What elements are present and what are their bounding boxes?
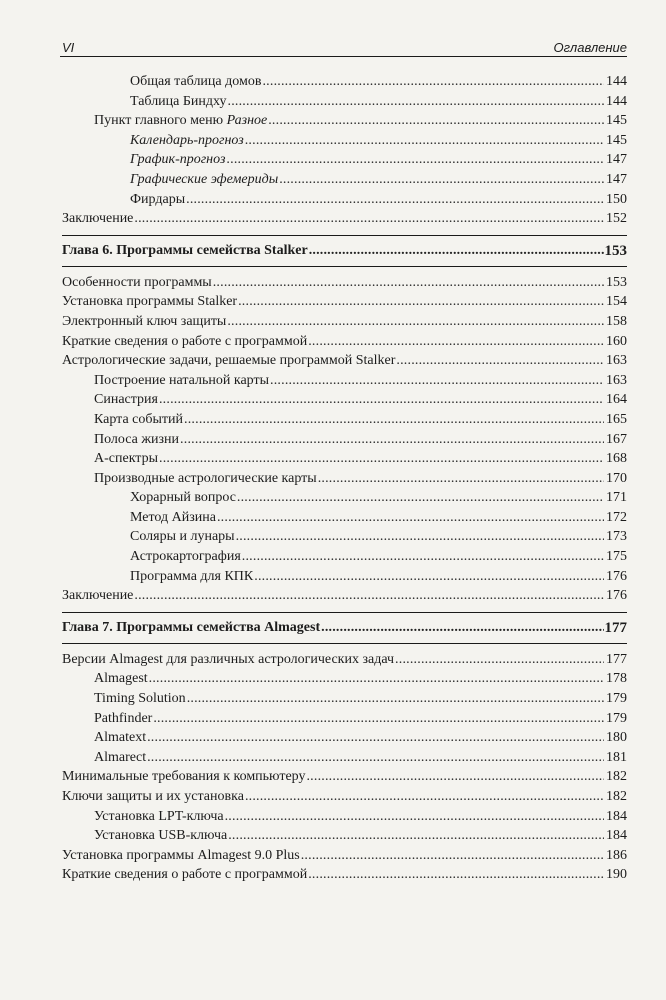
toc-entry-title: Хорарный вопрос <box>130 490 236 506</box>
dot-leader <box>225 807 604 827</box>
running-title: Оглавление <box>553 40 627 55</box>
toc-entry-page: 145 <box>606 132 627 148</box>
toc-entry[interactable] <box>62 709 627 729</box>
toc-entry[interactable] <box>62 170 627 190</box>
dot-leader <box>321 613 603 643</box>
toc-entry[interactable] <box>62 508 627 528</box>
chapter-heading[interactable] <box>62 235 627 267</box>
toc-entry[interactable] <box>62 787 627 807</box>
toc-entry-page: 153 <box>606 274 627 290</box>
dot-leader <box>245 787 604 807</box>
toc-entry-title: Особенности программы <box>62 274 212 290</box>
toc-entry[interactable] <box>62 111 627 131</box>
toc-entry[interactable] <box>62 865 627 885</box>
toc-entry[interactable] <box>62 72 627 92</box>
dot-leader <box>134 209 604 229</box>
dot-leader <box>308 332 604 352</box>
toc-entry[interactable] <box>62 371 627 391</box>
toc-entry[interactable] <box>62 488 627 508</box>
toc-entry-page: 147 <box>606 152 627 168</box>
dot-leader <box>184 410 604 430</box>
toc-entry[interactable] <box>62 332 627 352</box>
dot-leader <box>262 72 604 92</box>
toc-entry-title: Установка LPT-ключа <box>94 808 224 824</box>
toc-entry[interactable] <box>62 449 627 469</box>
toc-entry-title: Краткие сведения о работе с программой <box>62 867 308 883</box>
dot-leader <box>395 650 604 670</box>
dot-leader <box>309 236 604 266</box>
toc-entry-title: Электронный ключ защиты <box>62 313 227 329</box>
toc-entry[interactable] <box>62 547 627 567</box>
dot-leader <box>180 430 604 450</box>
toc-entry-title-prefix: Пункт главного меню <box>94 113 227 129</box>
dot-leader <box>236 527 604 547</box>
toc-entry-title: Pathfinder <box>94 710 153 726</box>
toc-entry-page: 178 <box>606 671 627 687</box>
dot-leader <box>226 150 604 170</box>
toc-entry[interactable] <box>62 689 627 709</box>
table-of-contents <box>62 72 627 885</box>
toc-entry-page: 152 <box>606 211 627 227</box>
toc-entry[interactable] <box>62 292 627 312</box>
toc-entry[interactable] <box>62 527 627 547</box>
dot-leader <box>149 669 604 689</box>
toc-entry[interactable] <box>62 430 627 450</box>
dot-leader <box>228 826 604 846</box>
dot-leader <box>187 689 604 709</box>
dot-leader <box>254 567 604 587</box>
toc-entry-page: 167 <box>606 431 627 447</box>
toc-entry-title: Программа для КПК <box>130 568 254 584</box>
toc-entry-page: 164 <box>606 392 627 408</box>
toc-entry-page: 147 <box>606 171 627 187</box>
running-header <box>60 36 627 57</box>
toc-entry[interactable] <box>62 312 627 332</box>
toc-entry-title: Almarect <box>94 749 147 765</box>
toc-entry-page: 154 <box>606 294 627 310</box>
dot-leader <box>308 865 604 885</box>
toc-entry-page: 171 <box>606 490 627 506</box>
toc-entry-page: 175 <box>606 549 627 565</box>
toc-entry-title: Календарь-прогноз <box>130 132 244 148</box>
toc-entry-title: А-спектры <box>94 451 159 467</box>
toc-entry-title: Соляры и лунары <box>130 529 235 545</box>
toc-entry[interactable] <box>62 410 627 430</box>
dot-leader <box>186 190 604 210</box>
chapter-title: Глава 6. Программы семейства Stalker <box>62 242 308 258</box>
toc-entry[interactable] <box>62 586 627 606</box>
toc-entry[interactable] <box>62 469 627 489</box>
toc-entry[interactable] <box>62 669 627 689</box>
toc-entry[interactable] <box>62 351 627 371</box>
toc-entry-page: 179 <box>606 691 627 707</box>
toc-entry[interactable] <box>62 131 627 151</box>
toc-entry-page: 144 <box>606 74 627 89</box>
toc-entry-title: Астрокартография <box>130 549 241 565</box>
dot-leader <box>318 469 604 489</box>
dot-leader <box>217 508 604 528</box>
dot-leader <box>147 728 604 748</box>
toc-entry-page: 158 <box>606 313 627 329</box>
toc-entry-title: Установка программы Stalker <box>62 294 238 310</box>
dot-leader <box>213 273 604 293</box>
dot-leader <box>238 292 604 312</box>
toc-entry-page: 144 <box>606 93 627 109</box>
toc-entry-title: Карта событий <box>94 411 184 427</box>
chapter-page: 177 <box>604 619 627 636</box>
dot-leader <box>242 547 604 567</box>
dot-leader <box>147 748 604 768</box>
page-number: VI <box>62 40 75 55</box>
toc-entry-title: Построение натальной карты <box>94 372 270 388</box>
toc-entry-title: Timing Solution <box>94 691 186 707</box>
dot-leader <box>306 767 604 787</box>
toc-entry-title: Установка USB-ключа <box>94 828 228 844</box>
dot-leader <box>270 371 604 391</box>
toc-entry-page: 180 <box>606 730 627 746</box>
toc-entry-title: Астрологические задачи, решаемые программой Stalker <box>62 353 396 369</box>
dot-leader <box>245 131 604 151</box>
dot-leader <box>153 709 604 729</box>
toc-entry-page: 173 <box>606 529 627 545</box>
toc-entry-page: 186 <box>606 847 627 863</box>
toc-entry-title-emphasis: Разное <box>226 113 268 129</box>
toc-entry-title: Заключение <box>62 211 134 227</box>
toc-entry-page: 190 <box>606 867 627 883</box>
toc-entry-page: 181 <box>606 749 627 765</box>
toc-entry-title: Ключи защиты и их установка <box>62 789 244 804</box>
toc-entry-page: 176 <box>606 588 627 604</box>
toc-entry-title: Метод Айзина <box>130 509 216 525</box>
toc-entry-title: Установка программы Almagest 9.0 Plus <box>62 847 300 863</box>
toc-entry-page: 179 <box>606 710 627 726</box>
dot-leader <box>268 111 604 131</box>
dot-leader <box>227 312 604 332</box>
chapter-title: Глава 7. Программы семейства Almagest <box>62 619 321 635</box>
toc-entry[interactable] <box>62 846 627 866</box>
toc-entry-title: Версии Almagest для различных астрологических задач <box>62 651 395 667</box>
toc-entry-page: 145 <box>606 113 627 129</box>
toc-entry-title <box>94 111 267 131</box>
toc-entry-page: 170 <box>606 470 627 486</box>
toc-entry-title: Краткие сведения о работе с программой <box>62 333 308 349</box>
toc-entry-page: 176 <box>606 568 627 584</box>
toc-entry-page: 184 <box>606 828 627 844</box>
toc-entry-page: 165 <box>606 411 627 427</box>
toc-entry-title: График-прогноз <box>130 152 226 168</box>
toc-entry-page: 160 <box>606 333 627 349</box>
toc-entry-title: Производные астрологические карты <box>94 470 317 486</box>
dot-leader <box>301 846 604 866</box>
toc-entry[interactable] <box>62 190 627 210</box>
toc-entry-page: 150 <box>606 191 627 207</box>
toc-entry[interactable] <box>62 826 627 846</box>
toc-entry-page: 163 <box>606 372 627 388</box>
toc-entry-title: Минимальные требования к компьютеру <box>62 769 306 785</box>
toc-entry[interactable] <box>62 92 627 112</box>
dot-leader <box>396 351 604 371</box>
toc-entry-title: Almatext <box>94 730 147 746</box>
toc-entry-page: 168 <box>606 451 627 467</box>
dot-leader <box>279 170 604 190</box>
toc-entry[interactable] <box>62 567 627 587</box>
toc-entry-title: Фирдары <box>130 191 186 207</box>
toc-entry[interactable] <box>62 748 627 768</box>
toc-entry[interactable] <box>62 728 627 748</box>
chapter-page: 153 <box>604 242 627 259</box>
dot-leader <box>228 92 605 112</box>
toc-entry-page: 177 <box>606 651 627 667</box>
dot-leader <box>237 488 604 508</box>
toc-entry-title: Полоса жизни <box>94 431 180 447</box>
toc-entry[interactable] <box>62 209 627 229</box>
chapter-heading[interactable] <box>62 612 627 644</box>
dot-leader <box>134 586 604 606</box>
dot-leader <box>159 449 604 469</box>
toc-entry-title: Almagest <box>94 671 148 687</box>
toc-entry[interactable] <box>62 767 627 787</box>
toc-entry-title: Общая таблица домов <box>130 74 262 89</box>
toc-entry-page: 184 <box>606 808 627 824</box>
dot-leader <box>159 390 604 410</box>
toc-entry-title: Таблица Биндху <box>130 93 227 109</box>
toc-entry[interactable] <box>62 150 627 170</box>
toc-entry-title: Синастрия <box>94 392 158 408</box>
toc-entry[interactable] <box>62 273 627 293</box>
toc-entry[interactable] <box>62 650 627 670</box>
toc-entry-title: Графические эфемериды <box>130 171 279 187</box>
toc-entry[interactable] <box>62 390 627 410</box>
toc-entry-page: 182 <box>606 789 627 804</box>
toc-entry-title: Заключение <box>62 588 134 604</box>
toc-entry-page: 182 <box>606 769 627 785</box>
toc-entry-page: 172 <box>606 509 627 525</box>
toc-entry[interactable] <box>62 807 627 827</box>
toc-entry-page: 163 <box>606 353 627 369</box>
